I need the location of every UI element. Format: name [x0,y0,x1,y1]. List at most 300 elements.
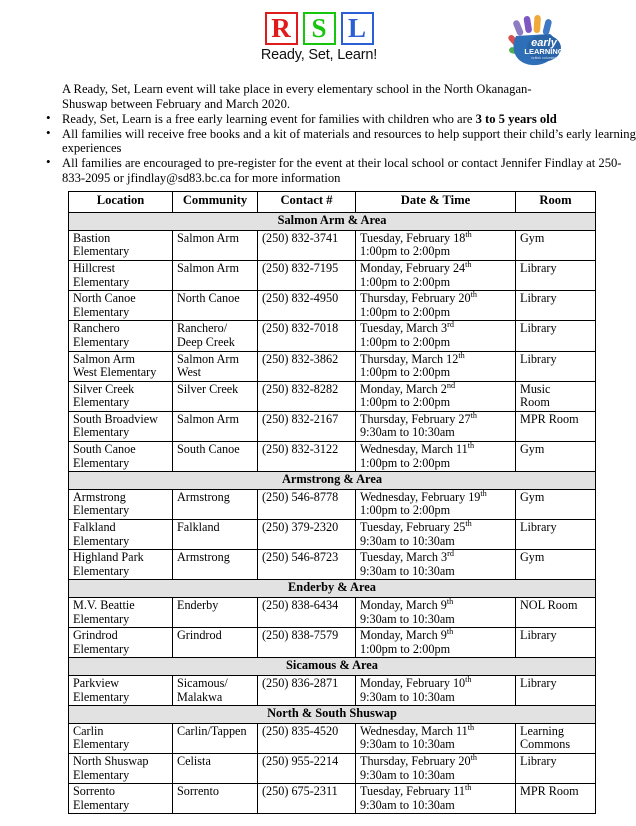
cell-date-time [356,351,516,381]
location-line-1: Parkview [73,675,120,690]
event-time: 9:30am to 10:30am [360,563,455,578]
room-line-1: Library [520,520,557,535]
intro-paragraph: A Ready, Set, Learn event will take place in every elementary school in the North Okanagan-Shuswap between February and March 2020. [62,82,532,111]
cell-location [69,489,173,519]
table-section-header-row [69,580,596,598]
table-row [69,442,596,472]
date-ordinal-suffix: th [467,722,475,732]
table-section-title: Armstrong & Area [69,472,596,490]
date-ordinal-suffix: th [446,627,454,637]
room-line-1: Library [520,291,557,306]
table-row [69,520,596,550]
document-header [0,0,636,82]
table-section-title: Enderby & Area [69,580,596,598]
community-line-2: West [177,365,202,380]
event-time: 1:00pm to 2:00pm [360,334,451,349]
cell-community [173,291,258,321]
cell-contact-number [258,723,356,753]
community-line-1: Armstrong [177,550,230,565]
cell-location [69,598,173,628]
cell-contact-number [258,442,356,472]
table-section-header-row [69,213,596,231]
rsl-letter-blocks [258,12,380,45]
location-line-1: M.V. Beattie [73,598,135,612]
room-line-1: NOL Room [520,598,578,612]
svg-text:LEARNING: LEARNING [524,47,564,56]
event-time: 1:00pm to 2:00pm [360,304,451,319]
cell-location [69,351,173,381]
cell-community [173,351,258,381]
cell-contact-number [258,230,356,260]
cell-location [69,381,173,411]
community-line-1: Enderby [177,598,219,612]
location-line-2: Elementary [73,737,130,752]
location-line-1: Hillcrest [73,260,115,275]
column-header-datetime: Date & Time [356,192,516,213]
phone-number: (250) 832-3862 [262,351,339,366]
room-line-1: Library [520,753,557,768]
table-row [69,351,596,381]
date-ordinal-suffix: rd [447,320,454,330]
cell-date-time [356,628,516,658]
cell-room [516,723,596,753]
location-line-2: Elementary [73,797,130,812]
location-line-1: Armstrong [73,489,126,504]
table-row [69,291,596,321]
cell-date-time [356,489,516,519]
cell-contact-number [258,489,356,519]
cell-date-time [356,321,516,351]
cell-location [69,260,173,290]
cell-community [173,520,258,550]
room-line-2: Commons [520,737,571,752]
event-time: 9:30am to 10:30am [360,611,455,626]
schedule-table [68,191,596,814]
event-date [360,259,512,276]
table-row [69,381,596,411]
bullet-text-1a: Ready, Set, Learn is a free early learning event for families with children who are [62,112,476,127]
event-date-text: Thursday, February 20 [360,753,471,768]
rsl-logo [258,12,380,63]
table-row [69,411,596,441]
table-section-title: North & South Shuswap [69,706,596,724]
community-line-1: Armstrong [177,489,230,504]
column-header-contact: Contact # [258,192,356,213]
bullet-item-preregister [46,156,636,185]
location-line-1: Grindrod [73,628,118,643]
table-section-header-row [69,658,596,676]
cell-community [173,723,258,753]
cell-contact-number [258,520,356,550]
cell-contact-number [258,260,356,290]
phone-number: (250) 546-8723 [262,550,339,565]
cell-date-time [356,291,516,321]
cell-community [173,321,258,351]
event-date [360,410,512,427]
cell-contact-number [258,381,356,411]
phone-number: (250) 832-2167 [262,411,339,426]
cell-community [173,628,258,658]
bullet-item-materials [46,127,636,156]
location-line-2: Elementary [73,274,130,289]
column-header-room: Room [516,192,596,213]
phone-number: (250) 832-4950 [262,291,339,306]
event-date-text: Monday, March 2 [360,381,447,396]
cell-contact-number [258,598,356,628]
event-time: 9:30am to 10:30am [360,737,455,752]
cell-contact-number [258,321,356,351]
table-body [69,213,596,814]
table-row [69,550,596,580]
date-ordinal-suffix: th [465,259,472,269]
location-line-1: Sorrento [73,784,115,799]
location-line-2: Elementary [73,425,130,440]
cell-community [173,442,258,472]
table-row [69,230,596,260]
cell-location [69,321,173,351]
event-date-text: Tuesday, March 3 [360,550,448,565]
location-line-1: Highland Park [73,550,144,565]
cell-room [516,753,596,783]
cell-date-time [356,550,516,580]
room-line-1: MPR Room [520,411,579,426]
cell-contact-number [258,351,356,381]
early-learning-logo [506,14,564,68]
event-time: 1:00pm to 2:00pm [360,641,451,656]
cell-community [173,230,258,260]
cell-location [69,675,173,705]
cell-contact-number [258,753,356,783]
cell-location [69,753,173,783]
date-ordinal-suffix: th [464,783,472,793]
event-date-text: Monday, February 10 [360,675,466,690]
event-date-text: Tuesday, February 25 [360,520,466,535]
table-row [69,598,596,628]
cell-room [516,260,596,290]
event-date [360,722,512,739]
room-line-1: Library [520,321,557,336]
community-line-2: Malakwa [177,689,223,704]
cell-community [173,381,258,411]
location-line-2: Elementary [73,767,130,782]
table-row [69,753,596,783]
cell-community [173,675,258,705]
cell-room [516,598,596,628]
column-header-community: Community [173,192,258,213]
phone-number: (250) 832-7195 [262,260,339,275]
cell-date-time [356,598,516,628]
date-ordinal-suffix: th [465,674,472,684]
community-line-1: North Canoe [177,291,240,306]
date-ordinal-suffix: th [470,290,477,300]
event-date-text: Tuesday, February 11 [360,784,465,799]
cell-community [173,598,258,628]
community-line-1: Salmon Arm [177,260,239,275]
bullet-text-2: All families will receive free books and a kit of materials and resources to help support their child’s early learning experiences [62,126,636,156]
event-date [360,322,512,336]
table-row [69,489,596,519]
event-date [360,229,512,246]
date-ordinal-suffix: th [465,518,472,528]
community-line-1: Salmon Arm [177,351,239,366]
phone-number: (250) 835-4520 [262,723,339,738]
room-line-1: Library [520,260,557,275]
location-line-1: Falkland [73,520,116,535]
phone-number: (250) 955-2214 [262,753,339,768]
event-date [360,629,512,643]
phone-number: (250) 379-2320 [262,520,339,535]
cell-location [69,442,173,472]
cell-date-time [356,723,516,753]
location-line-2: Elementary [73,244,130,259]
date-ordinal-suffix: th [470,410,477,420]
cell-community [173,784,258,814]
cell-room [516,230,596,260]
event-date-text: Tuesday, March 3 [360,321,448,336]
community-line-1: Sorrento [177,784,219,799]
cell-location [69,291,173,321]
cell-date-time [356,784,516,814]
bullet-list [0,112,636,185]
date-ordinal-suffix: th [470,752,477,762]
table-head [69,192,596,213]
room-line-1: Gym [520,442,545,457]
cell-contact-number [258,784,356,814]
cell-location [69,628,173,658]
room-line-1: Gym [520,489,545,504]
event-date [360,785,512,799]
cell-location [69,520,173,550]
room-line-1: Gym [520,550,545,565]
event-time: 9:30am to 10:30am [360,767,455,782]
location-line-1: South Broadview [73,411,158,426]
cell-room [516,489,596,519]
date-ordinal-suffix: rd [447,549,454,559]
table-row [69,321,596,351]
cell-room [516,550,596,580]
svg-text:early: early [531,37,557,49]
event-date [360,292,512,306]
event-date-text: Monday, March 9 [360,628,447,643]
community-line-2: Deep Creek [177,334,235,349]
phone-number: (250) 832-3122 [262,442,339,457]
event-date-text: Wednesday, March 11 [360,723,468,738]
event-date [360,443,512,457]
phone-number: (250) 838-7579 [262,628,339,643]
location-line-1: North Canoe [73,291,136,306]
table-section-title: Sicamous & Area [69,658,596,676]
event-time: 9:30am to 10:30am [360,689,455,704]
cell-room [516,351,596,381]
phone-number: (250) 546-8778 [262,489,339,504]
event-date [360,350,512,367]
table-header-row [69,192,596,213]
cell-room [516,520,596,550]
event-time: 9:30am to 10:30am [360,797,455,812]
cell-date-time [356,381,516,411]
location-line-2: Elementary [73,611,130,626]
bullet-item-age [46,112,636,127]
event-time: 1:00pm to 2:00pm [360,274,451,289]
location-line-2: West Elementary [73,365,157,380]
date-ordinal-suffix: th [458,350,465,360]
rsl-letter-r-icon: R [265,12,298,45]
location-line-2: Elementary [73,533,130,548]
event-time: 1:00pm to 2:00pm [360,244,451,259]
cell-location [69,784,173,814]
cell-room [516,411,596,441]
room-line-1: Gym [520,230,545,245]
phone-number: (250) 832-3741 [262,230,339,245]
community-line-1: Falkland [177,520,220,535]
phone-number: (250) 836-2871 [262,675,339,690]
date-ordinal-suffix: th [480,488,487,498]
event-date-text: Thursday, February 27 [360,411,471,426]
date-ordinal-suffix: nd [446,380,456,390]
community-line-1: Celista [177,753,211,768]
location-line-2: Elementary [73,395,130,410]
table-row [69,723,596,753]
phone-number: (250) 832-8282 [262,381,339,396]
event-time: 1:00pm to 2:00pm [360,395,451,410]
cell-date-time [356,520,516,550]
cell-room [516,381,596,411]
location-line-1: South Canoe [73,442,136,457]
event-date-text: Monday, February 24 [360,260,466,275]
cell-date-time [356,675,516,705]
event-date [360,380,512,397]
rsl-letter-l-icon: L [341,12,374,45]
cell-contact-number [258,550,356,580]
phone-number: (250) 838-6434 [262,598,339,612]
event-date [360,551,512,565]
cell-room [516,628,596,658]
location-line-2: Elementary [73,563,130,578]
location-line-1: Salmon Arm [73,351,135,366]
svg-text:british columbia: british columbia [531,56,557,60]
room-line-1: Library [520,675,557,690]
community-line-1: Carlin/Tappen [177,723,247,738]
community-line-1: Ranchero/ [177,321,228,336]
location-line-2: Elementary [73,641,130,656]
table-section-header-row [69,706,596,724]
room-line-1: Library [520,628,557,643]
cell-location [69,723,173,753]
table-row [69,260,596,290]
event-time: 9:30am to 10:30am [360,533,455,548]
event-date-text: Tuesday, February 18 [360,230,466,245]
event-time: 1:00pm to 2:00pm [360,503,451,518]
location-line-1: North Shuswap [73,753,149,768]
event-date-text: Wednesday, February 19 [360,489,481,504]
community-line-1: Salmon Arm [177,411,239,426]
location-line-1: Carlin [73,723,104,738]
cell-location [69,550,173,580]
column-header-location: Location [69,192,173,213]
location-line-2: Elementary [73,455,130,470]
date-ordinal-suffix: th [465,229,472,239]
cell-community [173,753,258,783]
event-time: 1:00pm to 2:00pm [360,455,451,470]
room-line-1: Music [520,381,551,396]
event-date-text: Monday, March 9 [360,598,447,612]
event-time: 9:30am to 10:30am [360,425,455,440]
room-line-1: Library [520,351,557,366]
room-line-1: Learning [520,723,564,738]
date-ordinal-suffix: th [446,596,454,606]
cell-contact-number [258,291,356,321]
cell-room [516,291,596,321]
cell-community [173,550,258,580]
rsl-letter-s-icon: S [303,12,336,45]
cell-community [173,411,258,441]
location-line-1: Bastion [73,230,111,245]
cell-contact-number [258,411,356,441]
cell-community [173,260,258,290]
event-date-text: Wednesday, March 11 [360,442,468,457]
cell-contact-number [258,675,356,705]
cell-date-time [356,260,516,290]
phone-number: (250) 832-7018 [262,321,339,336]
room-line-1: MPR Room [520,784,579,799]
phone-number: (250) 675-2311 [262,784,338,799]
table-row [69,675,596,705]
event-date [360,674,512,691]
community-line-1: Sicamous/ [177,675,228,690]
cell-location [69,230,173,260]
cell-contact-number [258,628,356,658]
event-date-text: Thursday, March 12 [360,351,459,366]
table-section-header-row [69,472,596,490]
cell-room [516,675,596,705]
cell-date-time [356,753,516,783]
bullet-text-3: All families are encouraged to pre-register for the event at their local school or contact Jennifer Findlay at 250-833-2095 or jfindlay@sd83.bc.ca for more information [62,155,622,185]
location-line-2: Elementary [73,689,130,704]
cell-room [516,784,596,814]
bullet-text-1-bold: 3 to 5 years old [475,112,557,127]
location-line-1: Ranchero [73,321,120,336]
location-line-2: Elementary [73,334,130,349]
community-line-1: Grindrod [177,628,222,643]
cell-room [516,321,596,351]
cell-location [69,411,173,441]
location-line-2: Elementary [73,304,130,319]
event-date [360,488,512,505]
table-row [69,784,596,814]
event-date [360,518,512,535]
cell-date-time [356,442,516,472]
cell-room [516,442,596,472]
community-line-1: Silver Creek [177,381,239,396]
handprint-icon [506,14,564,68]
location-line-1: Silver Creek [73,381,135,396]
room-line-2: Room [520,395,550,410]
table-section-title: Salmon Arm & Area [69,213,596,231]
rsl-tagline: Ready, Set, Learn! [260,47,378,63]
table-row [69,628,596,658]
event-date-text: Thursday, February 20 [360,291,471,306]
community-line-1: Salmon Arm [177,230,239,245]
community-line-1: South Canoe [177,442,240,457]
event-date [360,752,512,769]
event-time: 1:00pm to 2:00pm [360,365,451,380]
date-ordinal-suffix: th [467,441,475,450]
cell-date-time [356,230,516,260]
cell-date-time [356,411,516,441]
cell-community [173,489,258,519]
event-date [360,596,512,613]
schedule-table-wrap [0,191,636,814]
